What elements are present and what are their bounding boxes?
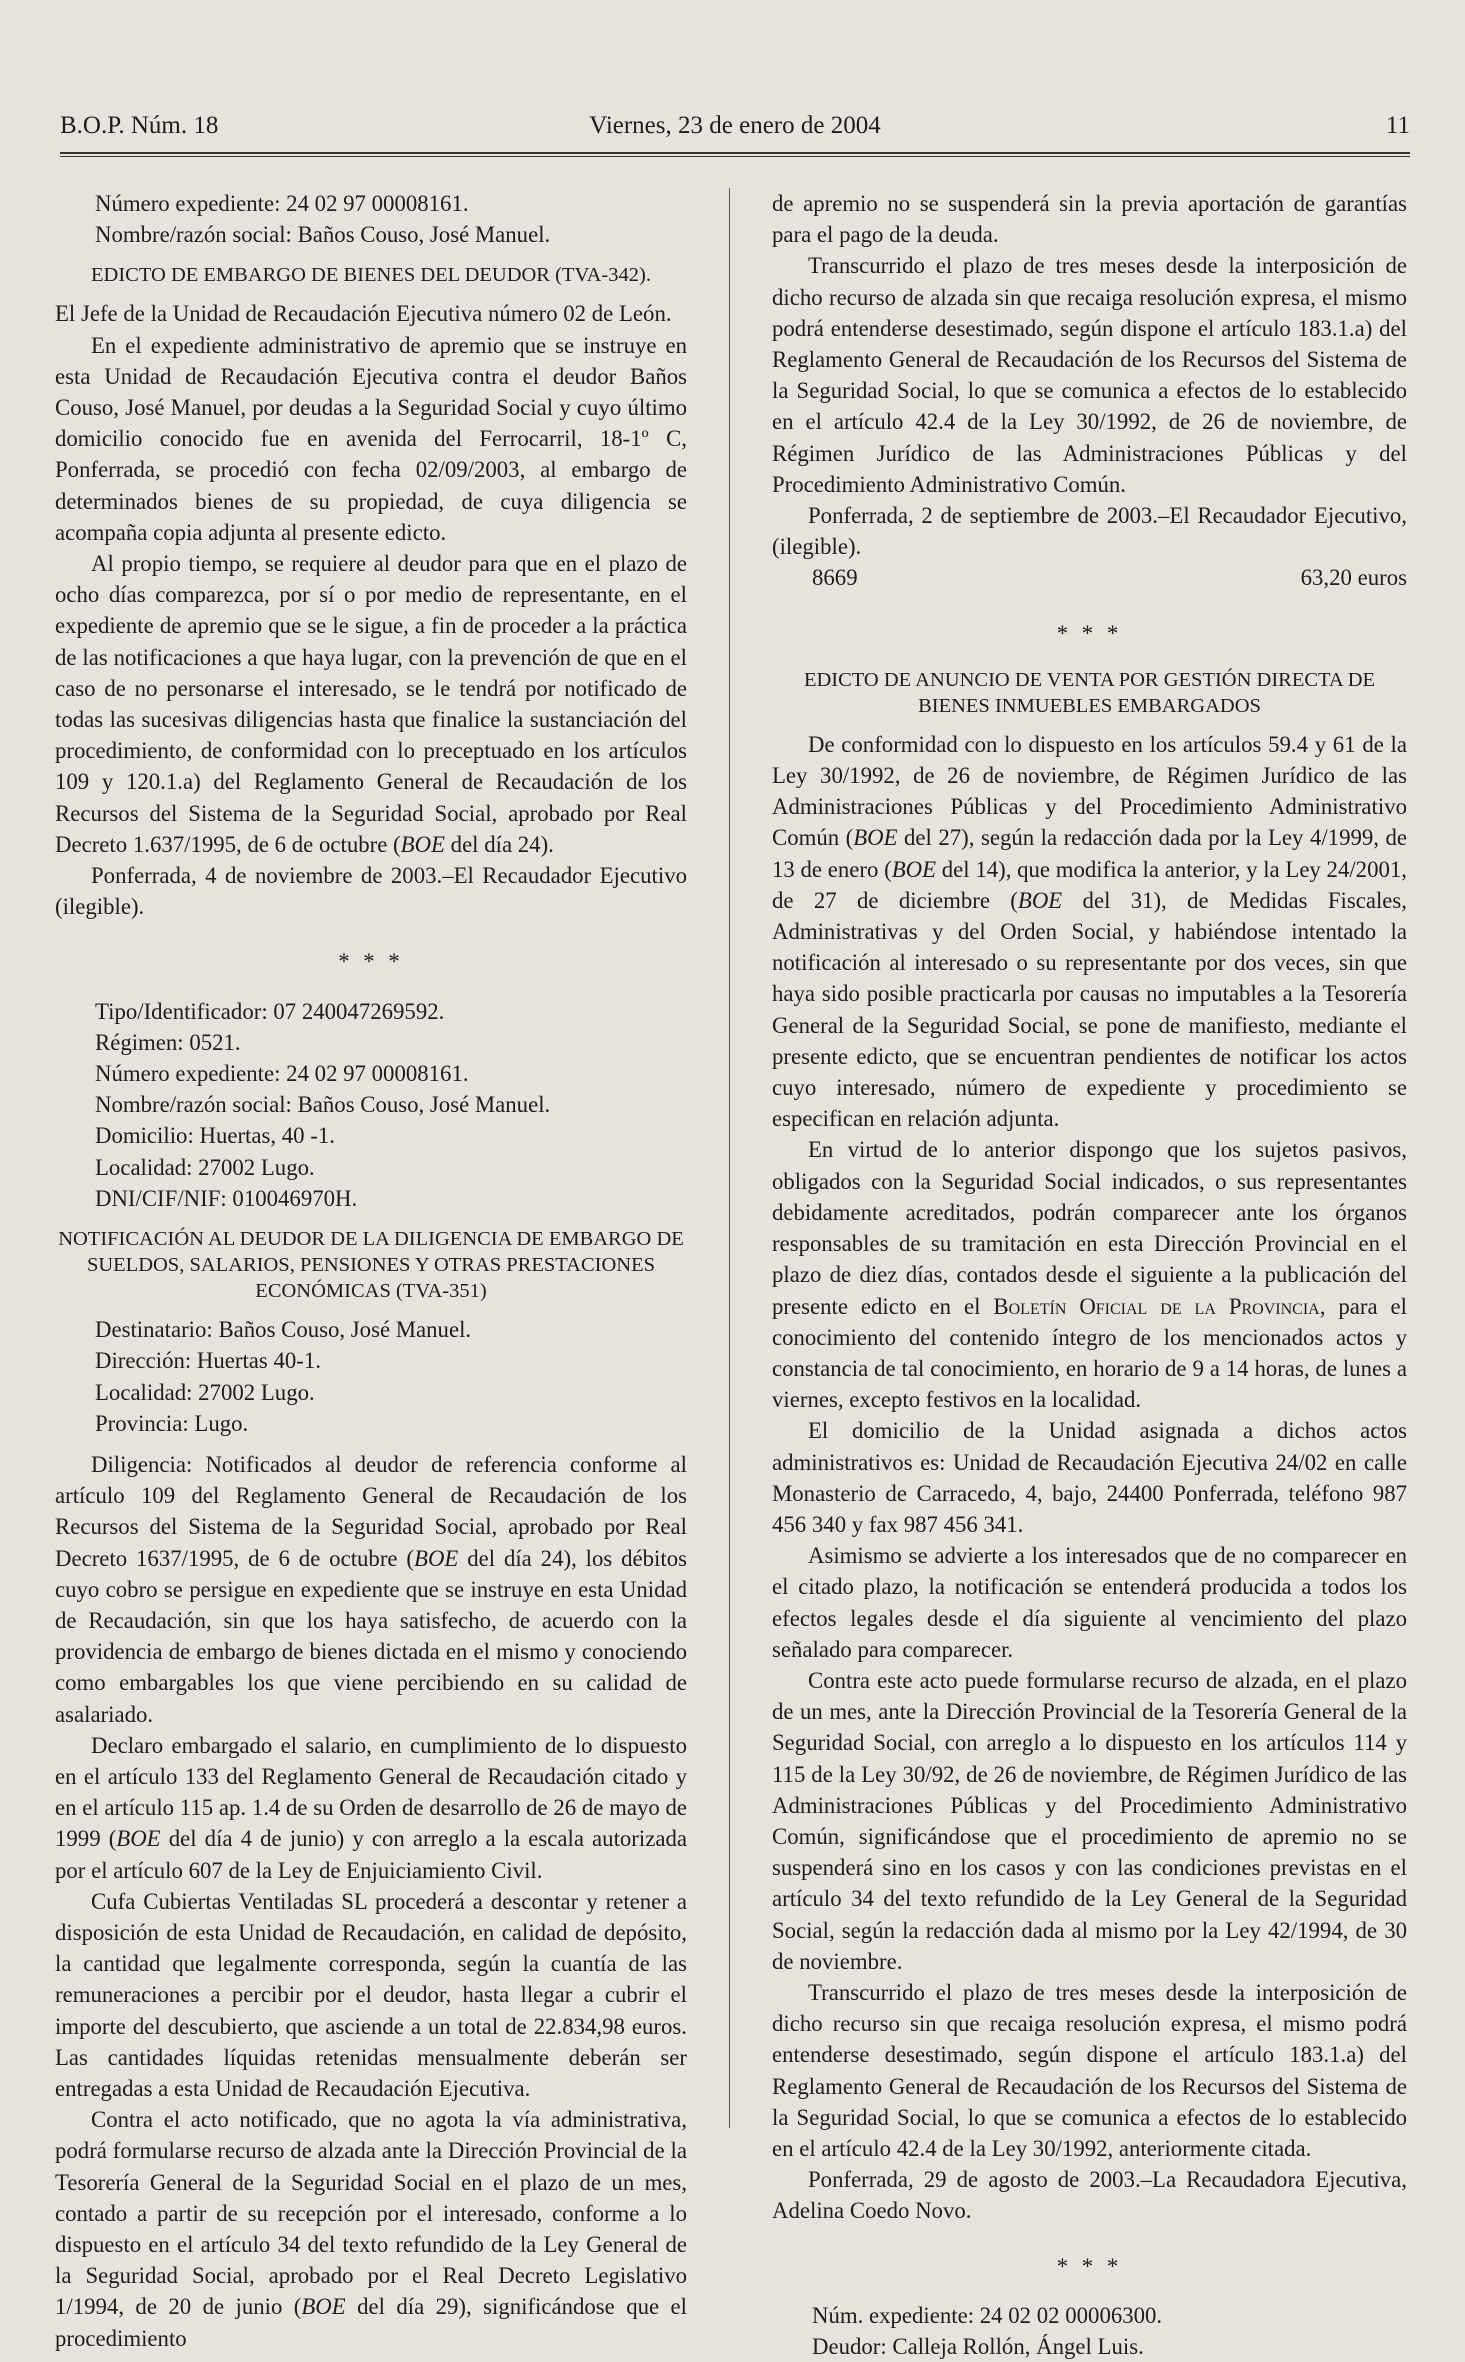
nombre-line: Nombre/razón social: Baños Couso, José Manuel. (95, 222, 551, 248)
reference-amount: 63,20 euros (1300, 565, 1407, 591)
paragraph: Contra el acto notificado, que no agota la vía administrativa, podrá formularse recurso de alzada ante la Dirección Provincial de la Tesorería General de la Seguridad Social en el plazo de un mes, contado a partir de su recepción por el interesado, conforme a lo dispuesto en el artículo 34 del texto refundido de la Ley General de la Seguridad Social, aprobado por el Real Decreto Legislativo 1/1994, de 20 de junio (BOE del día 29), significándose que el procedimiento (55, 2107, 687, 2351)
regimen: Régimen: 0521. (95, 1029, 241, 1055)
deudor-line: Deudor: Calleja Rollón, Ángel Luis. (812, 2334, 1144, 2359)
notificacion-title: NOTIFICACIÓN AL DEUDOR DE LA DILIGENCIA DE EMBARGO DE SUELDOS, SALARIOS, PENSIONES Y OTRAS PRESTACIONES ECONÓMICAS (TVA-351) (58, 1228, 684, 1303)
localidad: Localidad: 27002 Lugo. (95, 1379, 315, 1405)
paragraph: Cufa Cubiertas Ventiladas SL procederá a descontar y retener a disposición de esta Unidad de Recaudación, en calidad de depósito, la cantidad que legalmente corresponda, según la cuantía de las remuneraciones a percibir por el deudor, hasta llegar a cubrir el importe del descubierto, que asciende a un total de 22.834,98 euros. Las cantidades líquidas retenidas mensualmente deberán ser entregadas a esta Unidad de Recaudación Ejecutiva. (55, 1888, 687, 2101)
localidad: Localidad: 27002 Lugo. (95, 1154, 315, 1180)
paragraph: Transcurrido el plazo de tres meses desde la interposición de dicho recurso sin que recaiga resolución expresa, el mismo podrá entenderse desestimado, según dispone el artículo 183.1.a) del Reglamento General de Recaudación de los Recursos del Sistema de la Seguridad Social, lo que se comunica a efectos de lo establecido en el artículo 42.4 de la Ley 30/1992, anteriormente citada. (772, 1979, 1407, 2161)
signature: Ponferrada, 29 de agosto de 2003.–La Recaudadora Ejecutiva, Adelina Coedo Novo. (772, 2167, 1407, 2224)
paragraph: En el expediente administrativo de apremio que se instruye en esta Unidad de Recaudación Ejecutiva contra el deudor Baños Couso, José Manuel, por deudas a la Seguridad Social y cuyo último domicilio conocido fue en avenida del Ferrocarril, 18-1º C, Ponferrada, se procedió con fecha 02/09/2003, al embargo de determinados bienes de su propiedad, de cuya diligencia se acompaña copia adjunta al presente edicto. (55, 332, 687, 545)
header-divider (60, 152, 1410, 157)
tipo-identificador: Tipo/Identificador: 07 240047269592. (95, 998, 445, 1024)
separator-stars: * * * (1056, 2253, 1123, 2279)
paragraph: De conformidad con lo dispuesto en los artículos 59.4 y 61 de la Ley 30/1992, de 26 de noviembre, de Régimen Jurídico de las Administraciones Públicas y del Procedimiento Administrativo Común (BOE del 27), según la redacción dada por la Ley 4/1999, de 13 de enero (BOE del 14), que modifica la anterior, y la Ley 24/2001, de 27 de diciembre (BOE del 31), de Medidas Fiscales, Administrativas y del Orden Social, y habiéndose intentado la notificación al interesado o su representante por dos veces, sin que haya sido posible practicarla por causas no imputables a la Tesorería General de la Seguridad Social, se pone de manifiesto, mediante el presente edicto, que se encuentran pendientes de notificar los actos cuyo interesado, número de expediente y procedimiento se especifican en relación adjunta. (772, 731, 1407, 1132)
paragraph: El domicilio de la Unidad asignada a dichos actos administrativos es: Unidad de Recaudación Ejecutiva 24/02 en calle Monasterio de Carracedo, 4, bajo, 24400 Ponferrada, teléfono 987 456 340 y fax 987 456 341. (772, 1418, 1407, 1537)
paragraph: Al propio tiempo, se requiere al deudor para que en el plazo de ocho días comparezca, por sí o por medio de representante, en el expediente de apremio que se le sigue, a fin de proceder a la práctica de las notificaciones a que haya lugar, con la prevención de que en el caso de no personarse el interesado, se le tendrá por notificado de todas las sucesivas diligencias hasta que finalice la sustanciación del procedimiento, de conformidad con lo preceptuado en los artículos 109 y 120.1.a) del Reglamento General de Recaudación de los Recursos del Sistema de la Seguridad Social, aprobado por Real Decreto 1.637/1995, de 6 de octubre (BOE del día 24). (55, 551, 687, 857)
paragraph: Declaro embargado el salario, en cumplimiento de lo dispuesto en el artículo 133 del Reglamento General de Recaudación citado y en el artículo 115 ap. 1.4 de su Orden de desarrollo de 26 de mayo de 1999 (BOE del día 4 de junio) y con arreglo a la escala autorizada por el artículo 607 de la Ley de Enjuiciamiento Civil. (55, 1732, 687, 1883)
destinatario: Destinatario: Baños Couso, José Manuel. (95, 1317, 472, 1343)
paragraph: Diligencia: Notificados al deudor de referencia conforme al artículo 109 del Reglamento General de Recaudación de los Recursos del Sistema de la Seguridad Social, aprobado por Real Decreto 1637/1995, de 6 de octubre (BOE del día 24), los débitos cuyo cobro se persigue en expediente que se instruye en esta Unidad de Recaudación, sin que los haya satisfecho, de acuerdo con la providencia de embargo de bienes dictada en el mismo y conociendo como embargables los que viene percibiendo en su calidad de asalariado. (55, 1451, 687, 1727)
page-header (60, 112, 1410, 152)
expediente-line: Núm. expediente: 24 02 02 00006300. (812, 2302, 1163, 2328)
direccion: Dirección: Huertas 40-1. (95, 1348, 321, 1374)
paragraph: En virtud de lo anterior dispongo que los sujetos pasivos, obligados con la Seguridad Social indicados, o sus representantes debidamente acreditados, podrán comparecer ante los órganos responsables de su tramitación en esta Dirección Provincial en el plazo de diez días, contados desde el siguiente a la publicación del presente edicto en el Boletín Oficial de la Provincia, para el conocimiento del contenido íntegro de los mencionados actos y constancia de tal conocimiento, en horario de 9 a 14 horas, de lunes a viernes, excepto festivos en la localidad. (772, 1137, 1408, 1413)
expediente-line: Número expediente: 24 02 97 00008161. (95, 191, 469, 216)
publication-date: Viernes, 23 de enero de 2004 (589, 112, 881, 139)
domicilio: Domicilio: Huertas, 40 -1. (95, 1123, 335, 1149)
edicto-venta-title: EDICTO DE ANUNCIO DE VENTA POR GESTIÓN DIRECTA DE BIENES INMUEBLES EMBARGADOS (803, 668, 1376, 717)
right-column (772, 188, 1407, 2362)
left-column (55, 188, 687, 2354)
column-divider (729, 188, 730, 2128)
separator-stars: * * * (1056, 620, 1123, 646)
reference-row (772, 562, 1407, 593)
paragraph: Transcurrido el plazo de tres meses desde la interposición de dicho recurso de alzada sin que recaiga resolución expresa, el mismo podrá entenderse desestimado, según dispone el artículo 183.1.a) del Reglamento General de Recaudación de los Recursos del Sistema de la Seguridad Social, lo que se comunica a efectos de lo establecido en el artículo 42.4 de la Ley 30/1992, de 26 de noviembre, de Régimen Jurídico de las Administraciones Públicas y del Procedimiento Administrativo Común. (772, 253, 1407, 497)
provincia: Provincia: Lugo. (95, 1410, 249, 1436)
paragraph: de apremio no se suspenderá sin la previa aportación de garantías para el pago de la deuda. (772, 191, 1407, 248)
nombre-line: Nombre/razón social: Baños Couso, José Manuel. (95, 1092, 551, 1118)
edicto-embargo-title: EDICTO DE EMBARGO DE BIENES DEL DEUDOR (TVA-342). (91, 264, 651, 287)
paragraph: Asimismo se advierte a los interesados que de no comparecer en el citado plazo, la notificación se entenderá producida a todos los efectos legales desde el día siguiente al vencimiento del plazo señalado para comparecer. (772, 1543, 1407, 1662)
jefe-line: El Jefe de la Unidad de Recaudación Ejecutiva número 02 de León. (55, 301, 672, 327)
dni: DNI/CIF/NIF: 010046970H. (95, 1185, 358, 1211)
signature: Ponferrada, 2 de septiembre de 2003.–El Recaudador Ejecutivo, (ilegible). (772, 503, 1407, 560)
bulletin-number: B.O.P. Núm. 18 (60, 112, 219, 139)
page-number: 11 (1385, 112, 1410, 139)
expediente-line: Número expediente: 24 02 97 00008161. (95, 1061, 469, 1087)
signature: Ponferrada, 4 de noviembre de 2003.–El Recaudador Ejecutivo (ilegible). (55, 863, 687, 920)
reference-number: 8669 (812, 565, 858, 591)
paragraph: Contra este acto puede formularse recurso de alzada, en el plazo de un mes, ante la Dirección Provincial de la Tesorería General de la Seguridad Social, con arreglo a lo dispuesto en los artículos 114 y 115 de la Ley 30/92, de 26 de noviembre, de Régimen Jurídico de las Administraciones Públicas y del Procedimiento Administrativo Común, significándose que el procedimiento de apremio no se suspenderá sino en los casos y con las condiciones previstas en el artículo 34 del texto refundido de la Ley General de la Seguridad Social, según la redacción dada al mismo por la Ley 42/1994, de 30 de noviembre. (772, 1667, 1407, 1974)
separator-stars: * * * (338, 949, 404, 975)
